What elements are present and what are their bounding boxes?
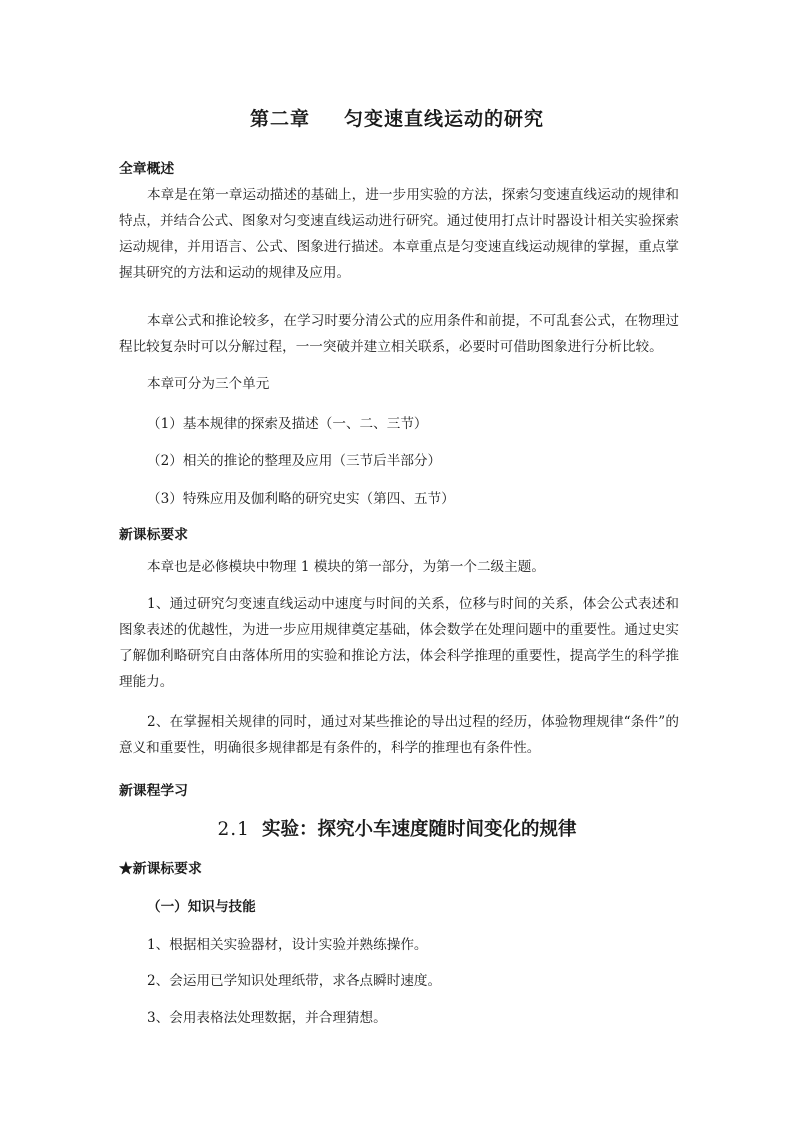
requirement-item-1: 1、根据相关实验器材，设计实验并熟练操作。 (147, 937, 428, 953)
chapter-title (0, 104, 794, 131)
section-requirements-heading: ★新课标要求 (119, 861, 202, 877)
overview-heading: 全章概述 (119, 161, 175, 177)
study-heading: 新课程学习 (119, 783, 188, 799)
chapter-name: 匀变速直线运动的研究 (344, 108, 545, 130)
overview-paragraph-3: 本章可分为三个单元 (147, 376, 270, 392)
overview-paragraph-1: 本章是在第一章运动描述的基础上，进一步用实验的方法，探索匀变速直线运动的规律和特点，并结合公式、图象对匀变速直线运动进行研究。通过使用打点计时器设计相关实验探索运动规律，并用语言、公式、图象进行描述。本章重点是匀变速直线运动规律的掌握，重点掌握其研究的方法和运动的规律及应用。 (119, 187, 679, 281)
standards-heading: 新课标要求 (119, 527, 188, 543)
chapter-number: 第二章 (249, 108, 310, 130)
section-number: 2.1 (217, 819, 250, 840)
standards-paragraph-3: 2、在掌握相关规律的同时，通过对某些推论的导出过程的经历，体验物理规律“条件”的意义和重要性，明确很多规律都是有条件的，科学的推理也有条件性。 (119, 714, 679, 756)
knowledge-skills-heading: （一）知识与技能 (147, 899, 256, 915)
standards-paragraph-2: 1、通过研究匀变速直线运动中速度与时间的关系，位移与时间的关系，体会公式表述和图象表述的优越性，为进一步应用规律奠定基础，体会数学在处理问题中的重要性。通过史实了解伽利略研究自由落体所用的实验和推论方法，体会科学推理的重要性，提高学生的科学推理能力。 (119, 596, 679, 690)
section-name: 实验：探究小车速度随时间变化的规律 (261, 819, 577, 840)
section-title (0, 815, 794, 841)
unit-item-1: （1）基本规律的探索及描述（一、二、三节） (147, 416, 428, 432)
standards-paragraph-1: 本章也是必修模块中物理 1 模块的第一部分，为第一个二级主题。 (147, 559, 545, 575)
unit-item-2: （2）相关的推论的整理及应用（三节后半部分） (147, 453, 442, 469)
requirement-item-2: 2、会运用已学知识处理纸带，求各点瞬时速度。 (147, 973, 442, 989)
requirement-item-3: 3、会用表格法处理数据，并合理猜想。 (147, 1010, 387, 1026)
overview-paragraph-2: 本章公式和推论较多，在学习时要分清公式的应用条件和前提，不可乱套公式，在物理过程比较复杂时可以分解过程，一一突破并建立相关联系，必要时可借助图象进行分析比较。 (119, 313, 679, 355)
unit-item-3: （3）特殊应用及伽利略的研究史实（第四、五节） (147, 491, 455, 507)
